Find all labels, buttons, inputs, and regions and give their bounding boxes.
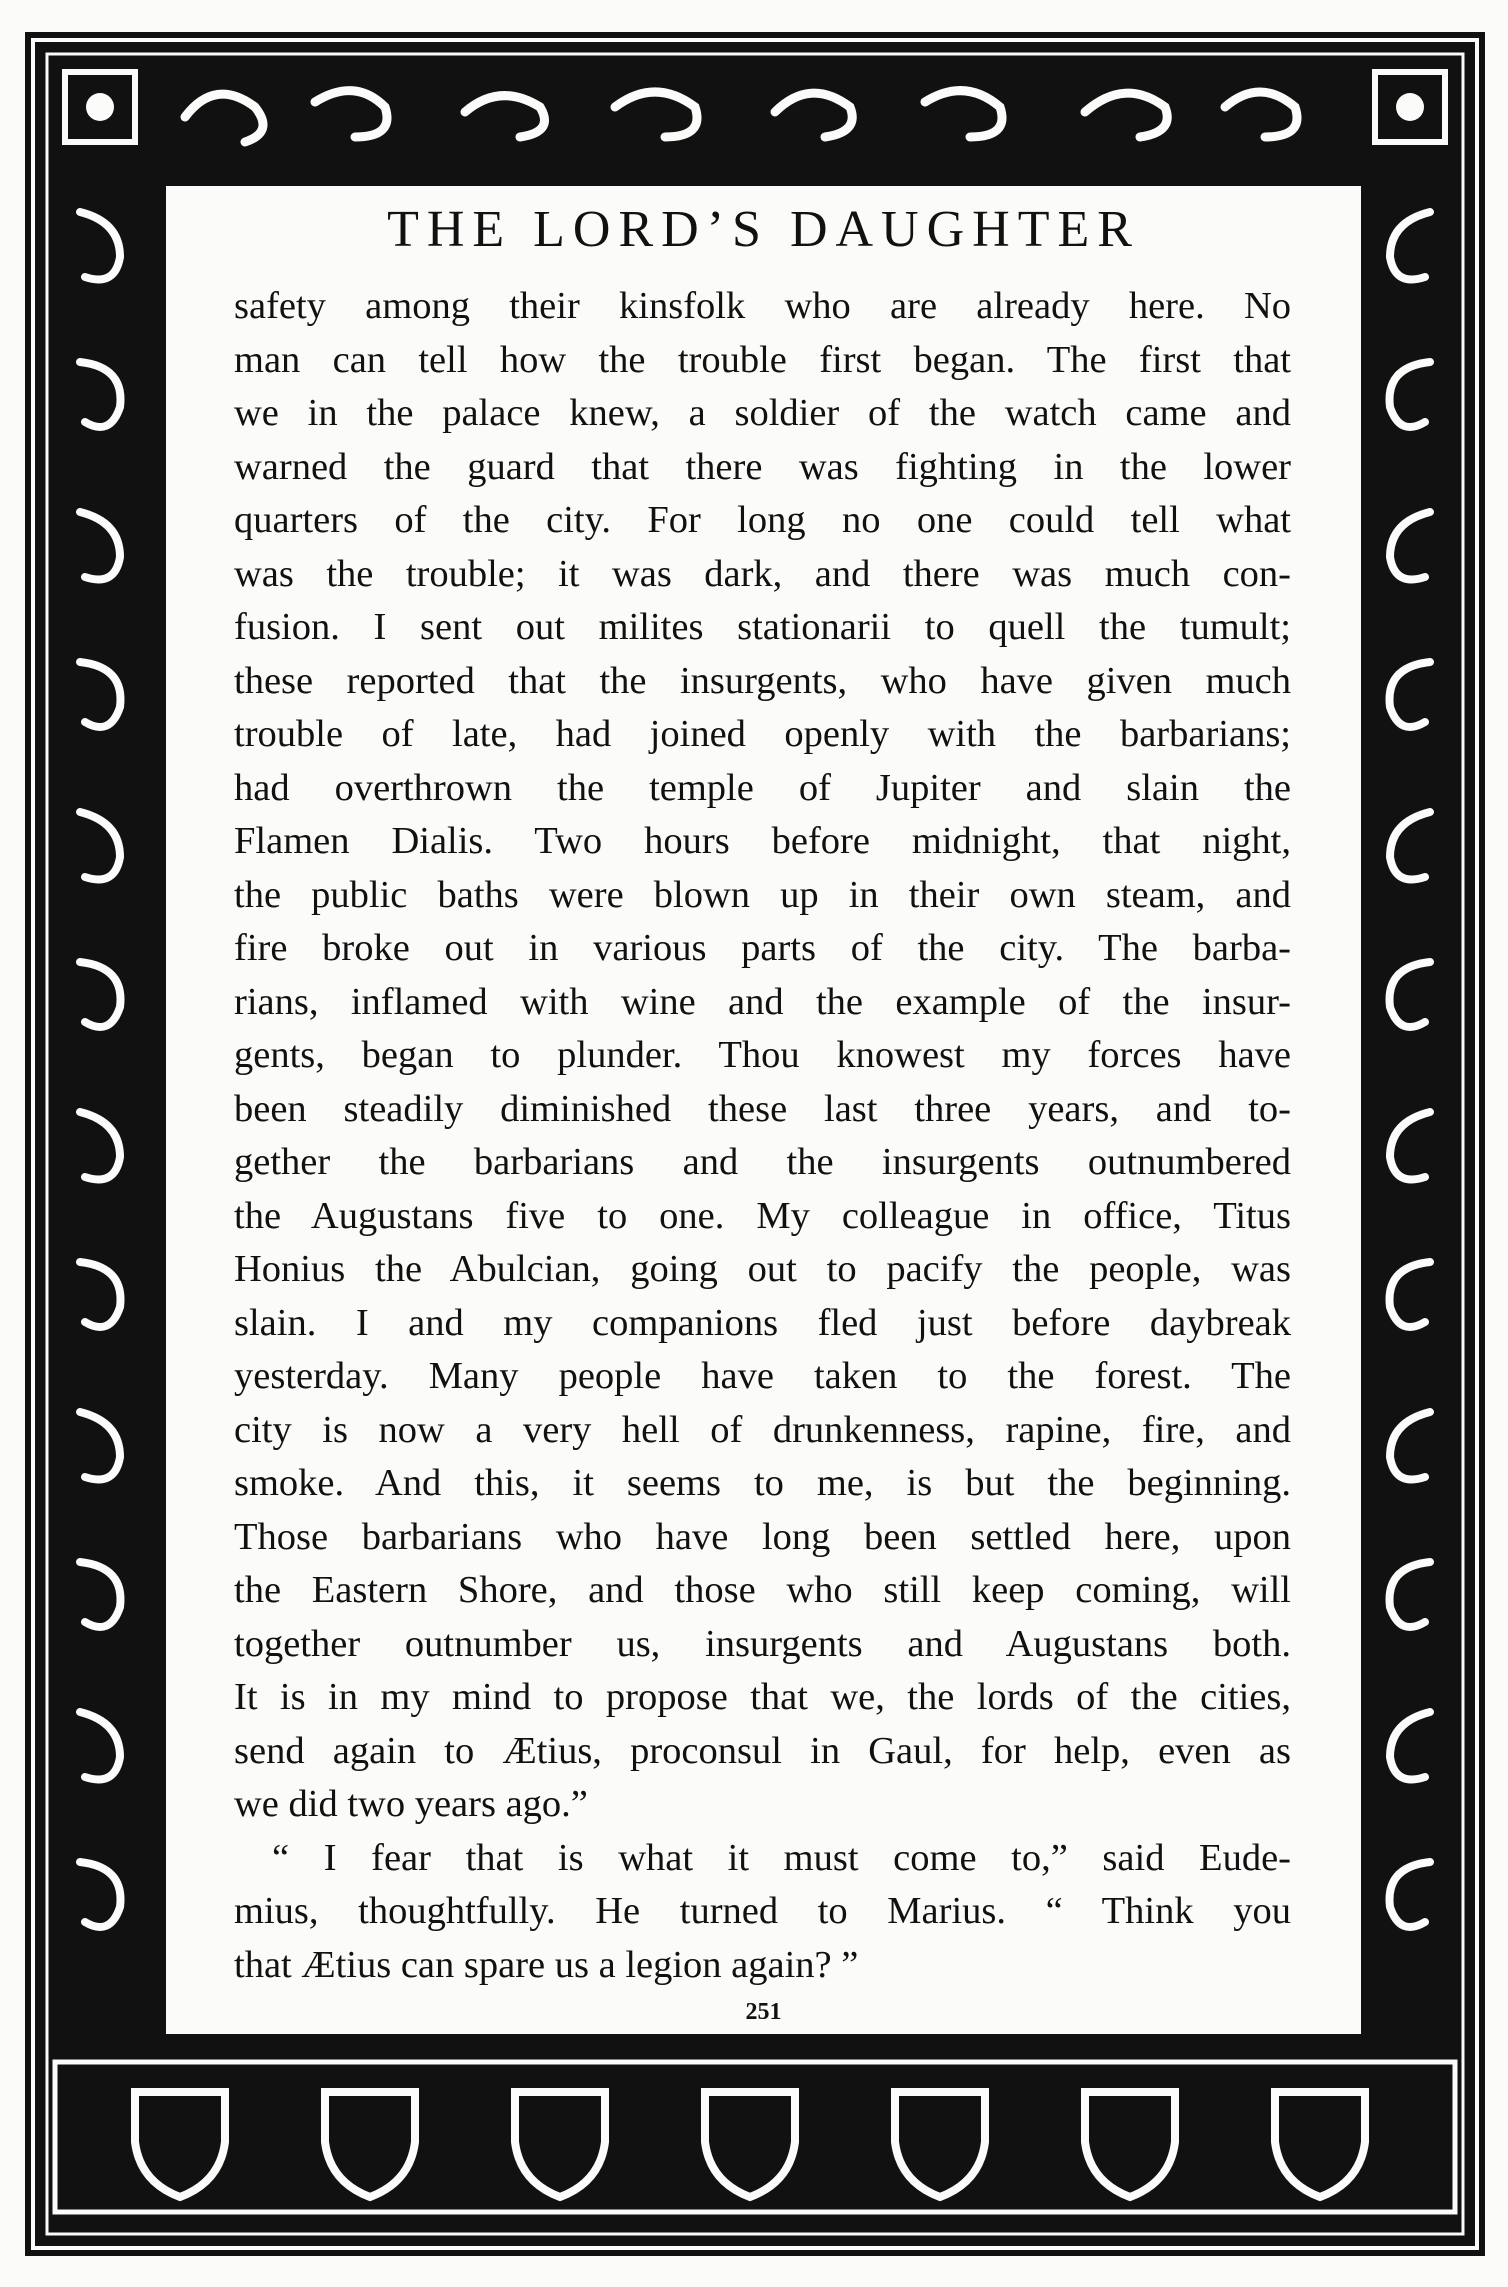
left-border-scrolls-icon: [80, 212, 121, 1927]
text-line: fusion. I sent out milites stationarii to quell the tumult;: [234, 606, 1291, 648]
running-head: THE LORD’S DAUGHTER: [387, 201, 1140, 258]
text-line: gents, began to plunder. Thou knowest my forces have: [234, 1034, 1291, 1076]
text-line: gether the barbarians and the insurgents outnumbered: [234, 1141, 1291, 1183]
page-number: 251: [745, 1999, 782, 2025]
text-line: together outnumber us, insurgents and Augustans both.: [234, 1622, 1291, 1665]
body-text: [234, 280, 1291, 1992]
text-line: that Ætius can spare us a legion again? ”: [234, 1943, 859, 1986]
text-line: been steadily diminished these last three years, and to-: [234, 1087, 1291, 1130]
text-line: warned the guard that there was fighting in the lower: [234, 445, 1291, 488]
text-line: these reported that the insurgents, who have given much: [234, 659, 1291, 702]
text-line: rians, inflamed with wine and the example of the insur-: [234, 980, 1291, 1023]
text-line: Honius the Abulcian, going out to pacify the people, was: [234, 1248, 1291, 1290]
text-line: smoke. And this, it seems to me, is but the beginning.: [234, 1462, 1291, 1504]
text-line: send again to Ætius, proconsul in Gaul, for help, even as: [234, 1729, 1291, 1772]
text-line: fire broke out in various parts of the city. The barba-: [234, 927, 1291, 969]
text-line: the public baths were blown up in their own steam, and: [234, 873, 1291, 916]
text-line: was the trouble; it was dark, and there was much con-: [234, 552, 1291, 595]
text-line: safety among their kinsfolk who are already here. No: [234, 285, 1291, 327]
text-line: yesterday. Many people have taken to the forest. The: [234, 1355, 1291, 1397]
text-line: trouble of late, had joined openly with the barbarians;: [234, 713, 1291, 755]
text-line: “ I fear that is what it must come to,” said Eude-: [272, 1836, 1291, 1879]
text-line: Flamen Dialis. Two hours before midnight, that night,: [234, 820, 1291, 862]
text-line: the Eastern Shore, and those who still keep coming, will: [234, 1569, 1291, 1611]
text-line: It is in my mind to propose that we, the lords of the cities,: [234, 1676, 1291, 1718]
text-line: slain. I and my companions fled just before daybreak: [234, 1301, 1291, 1344]
text-line: had overthrown the temple of Jupiter and slain the: [234, 766, 1291, 809]
text-line: the Augustans five to one. My colleague in office, Titus: [234, 1194, 1291, 1237]
bottom-shields-frieze-icon: [55, 2062, 1455, 2212]
text-panel: [160, 180, 1367, 2040]
top-frieze-scrolls-icon: [185, 91, 1297, 142]
text-line: Those barbarians who have long been settled here, upon: [234, 1515, 1291, 1558]
text-line: we in the palace knew, a soldier of the watch came and: [234, 392, 1291, 434]
text-line: mius, thoughtfully. He turned to Marius. “ Think you: [234, 1890, 1291, 1932]
text-line: quarters of the city. For long no one could tell what: [234, 499, 1291, 541]
text-line: we did two years ago.”: [234, 1783, 588, 1825]
right-border-scrolls-icon: [1390, 212, 1431, 1927]
corner-rosette-icon: [65, 72, 1445, 142]
text-line: man can tell how the trouble first began. The first that: [234, 338, 1291, 381]
text-line: city is now a very hell of drunkenness, rapine, fire, and: [234, 1408, 1291, 1451]
